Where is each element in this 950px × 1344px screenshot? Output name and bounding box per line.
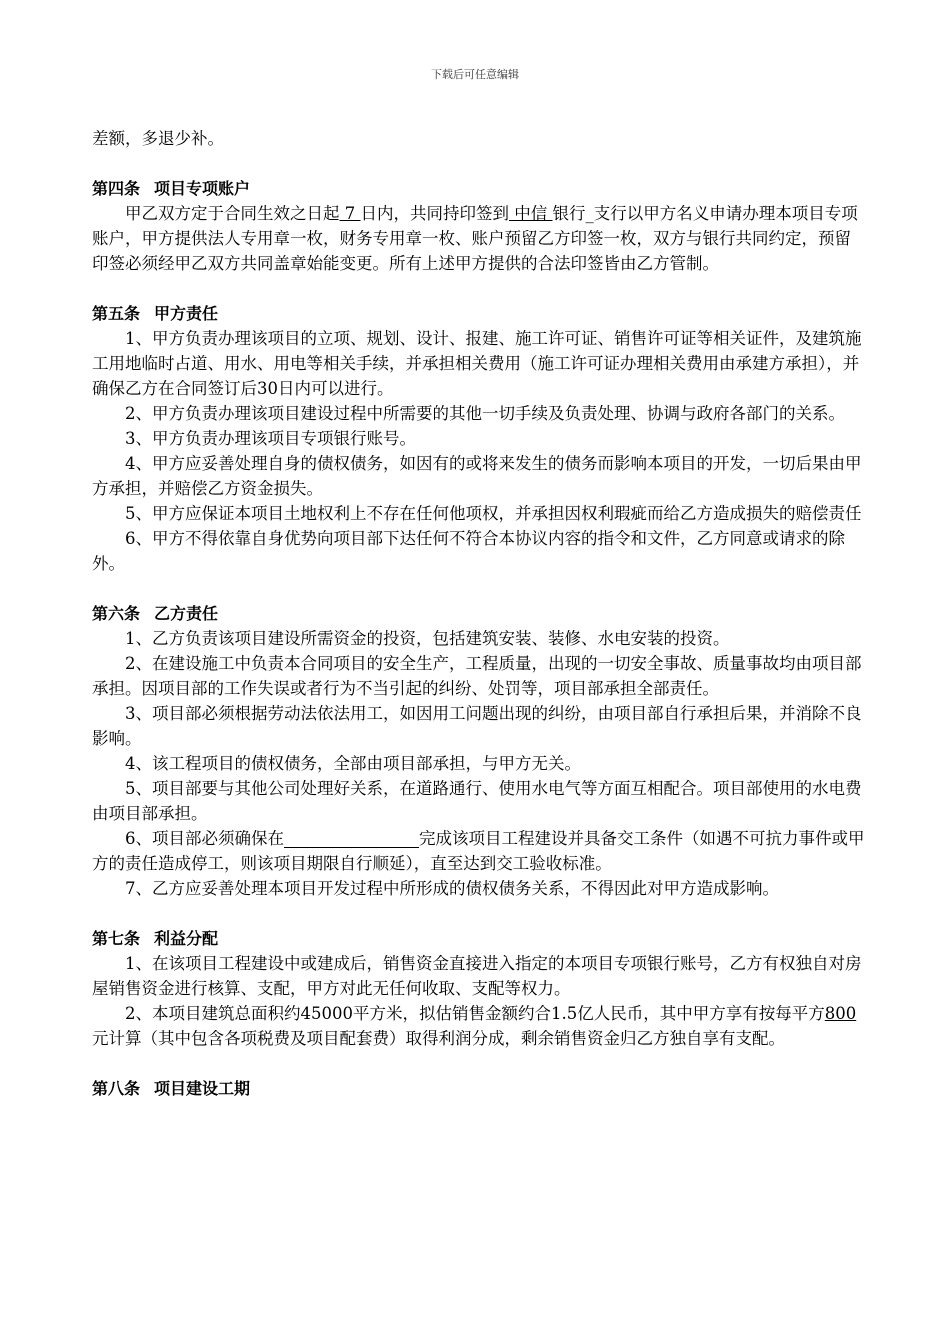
text-run: 6、项目部必须确保在 [125,829,284,848]
text-run: 日内，共同持印签到 [360,204,509,223]
list-item: 3、项目部必须根据劳动法依法用工，如因用工问题出现的纠纷，由项目部自行承担后果，并消除不良影响。 [92,704,862,748]
section-4-heading [92,176,865,201]
list-item: 1、乙方负责该项目建设所需资金的投资，包括建筑安装、装修、水电安装的投资。 [125,629,730,648]
list-item: 3、甲方负责办理该项目专项银行账号。 [125,429,416,448]
text-run: 甲乙双方定于合同生效之日起 [125,204,340,223]
price-value: 800 [824,1004,857,1023]
section-number: 第八条 [92,1079,141,1098]
blank-date-field [284,829,419,848]
list-item: 2、甲方负责办理该项目建设过程中所需要的其他一切手续及负责处理、协调与政府各部门的关系。 [125,404,845,423]
list-item: 4、甲方应妥善处理自身的债权债务，如因有的或将来发生的债务而影响本项目的开发，一切后果由甲方承担，并赔偿乙方资金损失。 [92,454,862,498]
section-title: 乙方责任 [154,604,219,623]
section-8-heading [92,1076,865,1101]
section-number: 第四条 [92,179,141,198]
section-7-heading [92,926,865,951]
section-title: 项目专项账户 [154,179,251,198]
list-item: 4、该工程项目的债权债务，全部由项目部承担，与甲方无关。 [125,754,581,773]
section-number: 第六条 [92,604,141,623]
section-number: 第五条 [92,304,141,323]
list-item: 1、甲方负责办理该项目的立项、规划、设计、报建、施工许可证、销售许可证等相关证件，及建筑施工用地临时占道、用水、用电等相关手续，并承担相关费用（施工许可证办理相关费用由承建方承担），并确保乙方在合同签订后30日内可以进行。 [92,329,862,398]
list-item: 1、在该项目工程建设中或建成后，销售资金直接进入指定的本项目专项银行账号，乙方有权独自对房屋销售资金进行核算、支配，甲方对此无任何收取、支配等权力。 [92,954,862,998]
section-title: 利益分配 [154,929,219,948]
list-item: 6、甲方不得依靠自身优势向项目部下达任何不符合本协议内容的指令和文件，乙方同意或请求的除外。 [92,529,845,573]
section-5-heading [92,301,865,326]
list-item [92,826,865,876]
list-item: 5、甲方应保证本项目土地权利上不存在任何他项权，并承担因权利瑕疵而给乙方造成损失的赔偿责任 [125,504,862,523]
section-6-heading [92,601,865,626]
list-item: 2、在建设施工中负责本合同项目的安全生产，工程质量，出现的一切安全事故、质量事故均由项目部承担。因项目部的工作失误或者行为不当引起的纠纷、处罚等，项目部承担全部责任。 [92,654,862,698]
text-run: 2、本项目建筑总面积约45000平方米，拟估销售金额约合1.5亿人民币，其中甲方享有按每平方 [125,1004,825,1023]
text-run: 完成该项目工程建设并具备交工条件（如遇不可抗力事件或甲方的责任造成停工，则该项目期限自行顺延），直至达到交工验收标准。 [92,829,865,873]
bank-name: 中信 [509,204,553,223]
page-header: 下载后可任意编辑 [431,68,519,81]
list-item: 5、项目部要与其他公司处理好关系，在道路通行、使用水电气等方面互相配合。项目部使用的水电费由项目部承担。 [92,779,862,823]
section-title: 项目建设工期 [154,1079,251,1098]
section-number: 第七条 [92,929,141,948]
section-4-paragraph [92,201,865,276]
list-item [92,1001,865,1051]
document-body [92,126,865,1101]
text-run: 银行_支行以甲方名义申请办理本项目专项账户，甲方提供法人专用章一枚，财务专用章一枚、账户预留乙方印签一枚，双方与银行共同约定，预留印签必须经甲乙双方共同盖章始能变更。所有上述甲方提供的合法印签皆由乙方管制。 [92,204,858,273]
list-item: 7、乙方应妥善处理本项目开发过程中所形成的债权债务关系，不得因此对甲方造成影响。 [125,879,779,898]
text-run: 元计算（其中包含各项税费及项目配套费）取得利润分成，剩余销售资金归乙方独自享有支配。 [92,1029,785,1048]
section-title: 甲方责任 [154,304,219,323]
days-value: 7 [339,204,361,223]
intro-text: 差额，多退少补。 [92,129,224,148]
